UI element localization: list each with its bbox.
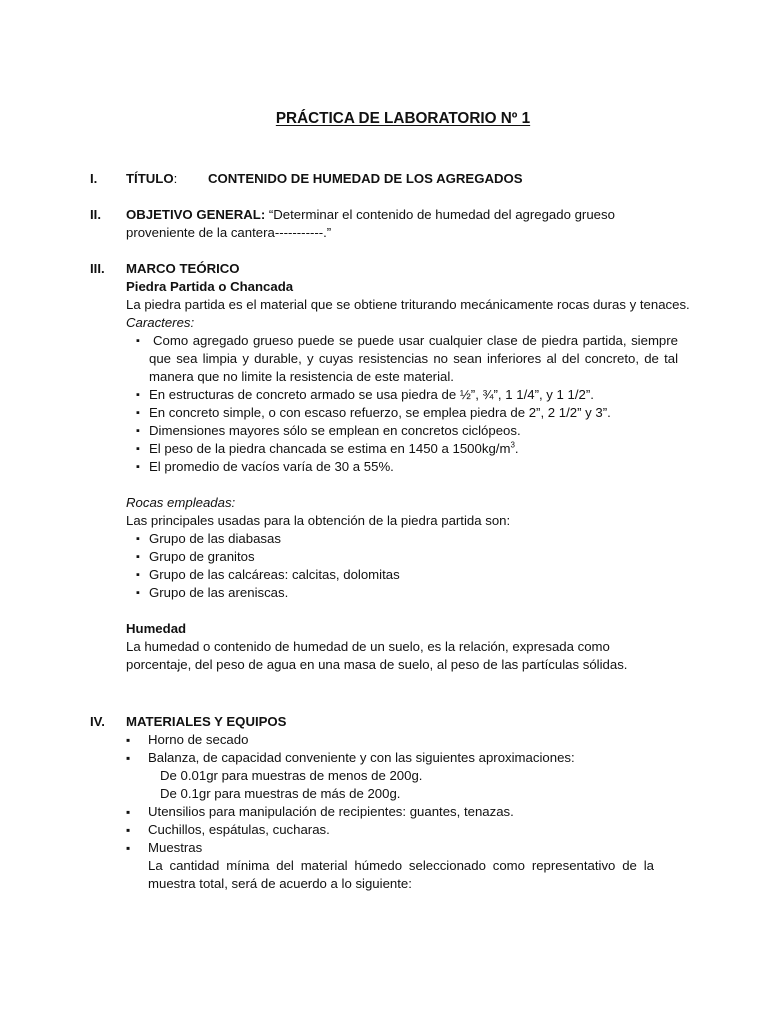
bullet-icon: ▪ bbox=[136, 587, 140, 599]
objetivo-line2: proveniente de la cantera-----------.” bbox=[126, 225, 332, 240]
bullet-icon: ▪ bbox=[136, 533, 140, 545]
objetivo-label: OBJETIVO GENERAL: bbox=[126, 207, 266, 222]
bullet-icon: ▪ bbox=[136, 443, 140, 455]
bullet-icon: ▪ bbox=[126, 805, 131, 819]
piedra-paragraph: La piedra partida es el material que se obtiene triturando mecánicamente rocas duras y tenaces. bbox=[126, 297, 690, 312]
document-title: PRÁCTICA DE LABORATORIO Nº 1 bbox=[275, 110, 531, 127]
bullet-icon: ▪ bbox=[136, 425, 140, 437]
objetivo-line1: “Determinar el contenido de humedad del agregado grueso bbox=[265, 207, 615, 222]
bullet-icon: ▪ bbox=[136, 461, 140, 473]
bullet-icon: ▪ bbox=[136, 407, 140, 419]
bullet-icon: ▪ bbox=[126, 841, 131, 855]
bullet-icon: ▪ bbox=[136, 551, 140, 563]
titulo-text: CONTENIDO DE HUMEDAD DE LOS AGREGADOS bbox=[208, 171, 523, 186]
caracteres-list bbox=[126, 332, 678, 476]
titulo-colon: : bbox=[173, 171, 178, 186]
rocas-list bbox=[126, 530, 678, 602]
bullet-icon: ▪ bbox=[136, 335, 140, 347]
marco-heading: MARCO TEÓRICO bbox=[126, 261, 240, 276]
bullet-icon: ▪ bbox=[126, 733, 131, 747]
list-item: ▪ Utensilios para manipulación de recipientes: guantes, tenazas. bbox=[126, 804, 514, 819]
piedra-subheading: Piedra Partida o Chancada bbox=[126, 279, 294, 294]
list-item: ▪ Como agregado grueso puede se puede usar cualquier clase de piedra partida, siempre que sea limpia y durable, y cuyas resistencias no sean inferiores al del concreto, de tal manera que no limite la resistencia de este material. bbox=[136, 333, 678, 384]
bullet-icon: ▪ bbox=[126, 823, 131, 837]
titulo-label: TÍTULO bbox=[126, 171, 174, 186]
list-item: ▪ Muestras La cantidad mínima del material húmedo seleccionado como representativo de la muestra total, será de acuerdo a lo siguiente: bbox=[126, 840, 654, 891]
list-item: ▪ Grupo de las calcáreas: calcitas, dolomitas bbox=[136, 567, 400, 582]
rocas-label: Rocas empleadas: bbox=[126, 495, 236, 510]
rocas-intro: Las principales usadas para la obtención de la piedra partida son: bbox=[126, 513, 511, 528]
section-number: IV. bbox=[90, 714, 105, 729]
caracteres-label: Caracteres: bbox=[126, 315, 195, 330]
humedad-subheading: Humedad bbox=[126, 621, 187, 636]
humedad-line2: porcentaje, del peso de agua en una masa de suelo, al peso de las partículas sólidas. bbox=[126, 657, 628, 672]
list-item: ▪ Dimensiones mayores sólo se emplean en concretos ciclópeos. bbox=[136, 423, 521, 438]
section-number: III. bbox=[90, 261, 105, 276]
bullet-icon: ▪ bbox=[126, 751, 131, 765]
list-item: ▪ El promedio de vacíos varía de 30 a 55%. bbox=[136, 459, 394, 474]
list-item: ▪ En concreto simple, o con escaso refuerzo, se emplea piedra de 2”, 2 1/2” y 3”. bbox=[136, 405, 611, 420]
bullet-icon: ▪ bbox=[136, 569, 140, 581]
materiales-heading: MATERIALES Y EQUIPOS bbox=[126, 714, 287, 729]
list-item: ▪ Balanza, de capacidad conveniente y con las siguientes aproximaciones: De 0.01gr para muestras de menos de 200g. De 0.1gr para muestras de más de 200g. bbox=[126, 750, 575, 801]
list-item: ▪ Horno de secado bbox=[126, 732, 249, 747]
list-item: ▪ Grupo de las diabasas bbox=[136, 531, 281, 546]
section-number: II. bbox=[90, 207, 101, 222]
bullet-icon: ▪ bbox=[136, 389, 140, 401]
section-number: I. bbox=[90, 171, 98, 186]
list-item: ▪ Grupo de las areniscas. bbox=[136, 585, 289, 600]
list-item: ▪ Cuchillos, espátulas, cucharas. bbox=[126, 822, 330, 837]
list-item: ▪ El peso de la piedra chancada se estima en 1450 a $1500kg/m^3$. bbox=[136, 440, 519, 456]
materiales-list bbox=[126, 731, 678, 893]
humedad-line1: La humedad o contenido de humedad de un suelo, es la relación, expresada como bbox=[126, 639, 610, 654]
list-item: ▪ Grupo de granitos bbox=[136, 549, 255, 564]
list-item: ▪ En estructuras de concreto armado se usa piedra de ½”, ¾”, 1 1/4”, y 1 1/2”. bbox=[136, 387, 594, 402]
